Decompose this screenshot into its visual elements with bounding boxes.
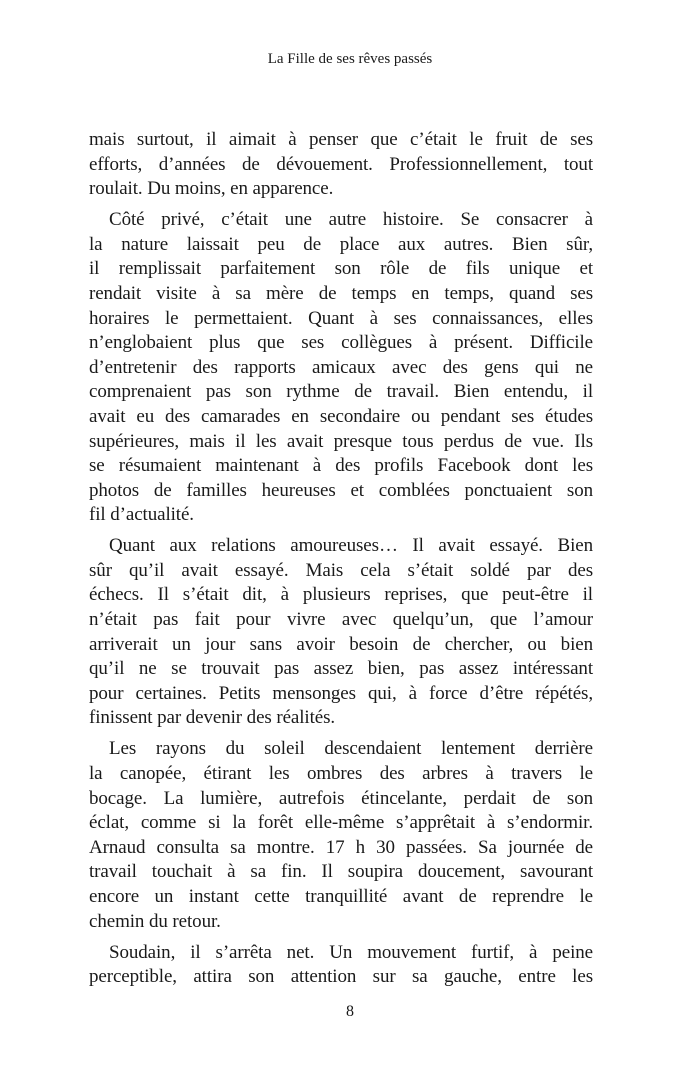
text-line: arriverait un jour sans avoir besoin de chercher, ou bien bbox=[89, 633, 593, 655]
body-text bbox=[89, 128, 593, 996]
text-line: encore un instant cette tranquillité avant de reprendre le bbox=[89, 885, 593, 907]
text-line: qu’il ne se trouvait pas assez bien, pas assez intéressant bbox=[89, 658, 593, 680]
text-line: il remplissait parfaitement son rôle de fils unique et bbox=[89, 258, 593, 280]
text-line: perceptible, attira son attention sur sa gauche, entre les bbox=[89, 966, 593, 988]
text-line: finissent par devenir des réalités. bbox=[89, 707, 336, 729]
text-line: Côté privé, c’était une autre histoire. Se consacrer à bbox=[109, 209, 593, 231]
text-line: sûr qu’il avait essayé. Mais cela s’était soldé par des bbox=[89, 559, 593, 581]
paragraph bbox=[89, 941, 593, 990]
text-line: horaires le permettaient. Quant à ses connaissances, elles bbox=[89, 307, 593, 329]
text-line: avait eu des camarades en secondaire ou pendant ses études bbox=[89, 405, 593, 427]
paragraph bbox=[89, 208, 593, 528]
text-line: bocage. La lumière, autrefois étincelante, perdait de son bbox=[89, 787, 593, 809]
text-line: éclat, comme si la forêt elle-même s’apprêtait à s’endormir. bbox=[89, 812, 593, 834]
text-line: photos de familles heureuses et comblées ponctuaient son bbox=[89, 479, 593, 501]
paragraph bbox=[89, 534, 593, 731]
page-number: 8 bbox=[346, 1003, 354, 1020]
text-line: comprenaient pas son rythme de travail. Bien entendu, il bbox=[89, 381, 593, 403]
text-line: se résumaient maintenant à des profils Facebook dont les bbox=[89, 455, 593, 477]
text-line: Arnaud consulta sa montre. 17 h 30 passées. Sa journée de bbox=[89, 836, 593, 858]
paragraph bbox=[89, 737, 593, 934]
text-line: la nature laissait peu de place aux autres. Bien sûr, bbox=[89, 233, 593, 255]
text-line: Quant aux relations amoureuses… Il avait essayé. Bien bbox=[109, 535, 593, 557]
text-line: roulait. Du moins, en apparence. bbox=[89, 178, 334, 200]
running-header: La Fille de ses rêves passés bbox=[267, 51, 433, 67]
paragraph bbox=[89, 128, 593, 202]
text-line: fil d’actualité. bbox=[89, 504, 194, 526]
text-line: efforts, d’années de dévouement. Professionnellement, tout bbox=[89, 153, 593, 175]
text-line: Les rayons du soleil descendaient lentement derrière bbox=[109, 738, 593, 760]
text-line: d’entretenir des rapports amicaux avec des gens qui ne bbox=[89, 356, 593, 378]
text-line: pour certaines. Petits mensonges qui, à force d’être répétés, bbox=[89, 682, 593, 704]
text-line: travail touchait à sa fin. Il soupira doucement, savourant bbox=[89, 861, 593, 883]
text-line: supérieures, mais il les avait presque tous perdus de vue. Ils bbox=[89, 430, 593, 452]
text-line: échecs. Il s’était dit, à plusieurs reprises, que peut-être il bbox=[89, 584, 593, 606]
text-line: mais surtout, il aimait à penser que c’était le fruit de ses bbox=[89, 129, 593, 150]
text-line: rendait visite à sa mère de temps en temps, quand ses bbox=[89, 282, 593, 304]
text-line: n’englobaient plus que ses collègues à présent. Difficile bbox=[89, 332, 593, 354]
text-line: la canopée, étirant les ombres des arbres à travers le bbox=[89, 763, 593, 785]
text-line: Soudain, il s’arrêta net. Un mouvement furtif, à peine bbox=[109, 941, 593, 963]
text-line: n’était pas fait pour vivre avec quelqu’un, que l’amour bbox=[89, 609, 593, 631]
text-line: chemin du retour. bbox=[89, 910, 221, 932]
